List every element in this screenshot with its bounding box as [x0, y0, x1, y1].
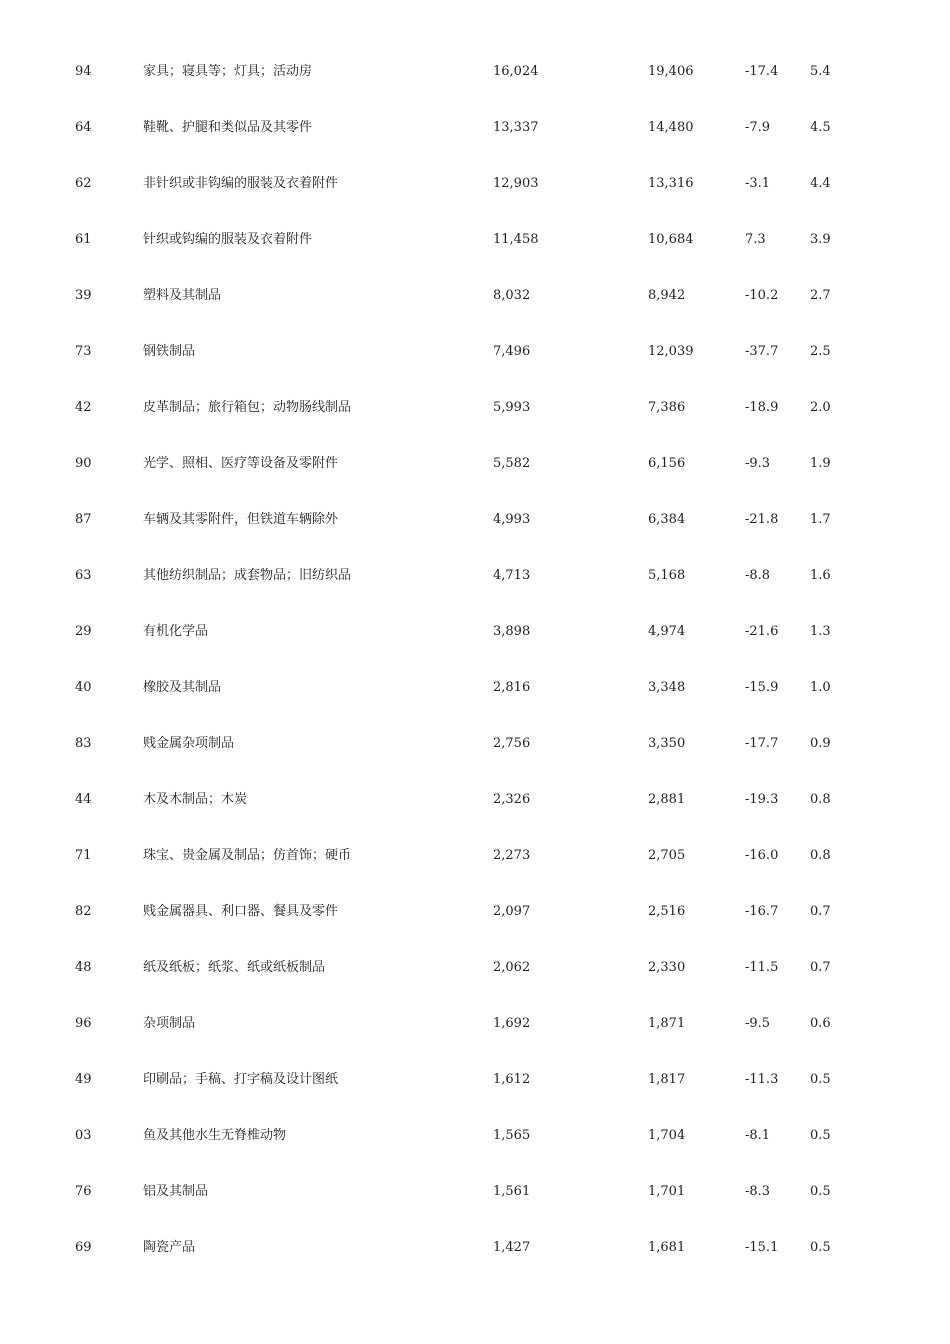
table-row	[0, 548, 950, 604]
current-value: 1,692	[493, 1016, 531, 1031]
commodity-name: 橡胶及其制品	[143, 680, 222, 695]
table-row	[0, 1108, 950, 1164]
commodity-name: 珠宝、贵金属及制品；仿首饰；硬币	[143, 848, 352, 863]
table-row	[0, 1220, 950, 1276]
previous-value: 5,168	[648, 568, 686, 583]
change-percent: -37.7	[745, 344, 779, 359]
commodity-name: 铝及其制品	[143, 1184, 209, 1199]
table-row	[0, 828, 950, 884]
hs-code: 82	[75, 904, 92, 919]
current-value: 4,713	[493, 568, 531, 583]
table-row	[0, 884, 950, 940]
commodity-name: 纸及纸板；纸浆、纸或纸板制品	[143, 960, 326, 975]
current-value: 12,903	[493, 176, 539, 191]
previous-value: 2,881	[648, 792, 686, 807]
previous-value: 1,704	[648, 1128, 686, 1143]
change-percent: -9.5	[745, 1016, 771, 1031]
current-value: 16,024	[493, 64, 539, 79]
previous-value: 13,316	[648, 176, 694, 191]
share-percent: 2.0	[810, 400, 831, 415]
current-value: 4,993	[493, 512, 531, 527]
current-value: 2,097	[493, 904, 531, 919]
current-value: 2,326	[493, 792, 531, 807]
share-percent: 1.3	[810, 624, 831, 639]
change-percent: -8.3	[745, 1184, 771, 1199]
previous-value: 8,942	[648, 288, 686, 303]
hs-code: 44	[75, 792, 92, 807]
current-value: 7,496	[493, 344, 531, 359]
current-value: 1,612	[493, 1072, 531, 1087]
current-value: 2,816	[493, 680, 531, 695]
table-row	[0, 100, 950, 156]
commodity-name: 木及木制品；木炭	[143, 792, 248, 807]
previous-value: 1,871	[648, 1016, 686, 1031]
change-percent: -19.3	[745, 792, 779, 807]
current-value: 11,458	[493, 232, 539, 247]
share-percent: 1.9	[810, 456, 831, 471]
hs-code: 90	[75, 456, 92, 471]
commodity-name: 贱金属器具、利口器、餐具及零件	[143, 904, 339, 919]
current-value: 8,032	[493, 288, 531, 303]
table-row	[0, 772, 950, 828]
table-row	[0, 268, 950, 324]
share-percent: 2.5	[810, 344, 831, 359]
hs-code: 87	[75, 512, 92, 527]
hs-code: 73	[75, 344, 92, 359]
change-percent: -9.3	[745, 456, 771, 471]
previous-value: 7,386	[648, 400, 686, 415]
share-percent: 4.4	[810, 176, 831, 191]
hs-code: 96	[75, 1016, 92, 1031]
change-percent: -17.4	[745, 64, 779, 79]
share-percent: 0.8	[810, 792, 831, 807]
table-row	[0, 1164, 950, 1220]
previous-value: 19,406	[648, 64, 694, 79]
current-value: 2,273	[493, 848, 531, 863]
table-row	[0, 324, 950, 380]
table-row	[0, 1052, 950, 1108]
previous-value: 2,516	[648, 904, 686, 919]
table-row	[0, 436, 950, 492]
hs-code: 83	[75, 736, 92, 751]
hs-code: 29	[75, 624, 92, 639]
table-row	[0, 212, 950, 268]
change-percent: -7.9	[745, 120, 771, 135]
previous-value: 2,330	[648, 960, 686, 975]
previous-value: 10,684	[648, 232, 694, 247]
current-value: 1,561	[493, 1184, 531, 1199]
commodity-name: 杂项制品	[143, 1016, 196, 1031]
share-percent: 1.6	[810, 568, 831, 583]
hs-code: 49	[75, 1072, 92, 1087]
table-row	[0, 44, 950, 100]
hs-code: 64	[75, 120, 92, 135]
current-value: 1,565	[493, 1128, 531, 1143]
hs-code: 94	[75, 64, 92, 79]
hs-code: 39	[75, 288, 92, 303]
change-percent: -8.8	[745, 568, 771, 583]
share-percent: 2.7	[810, 288, 831, 303]
share-percent: 0.5	[810, 1072, 831, 1087]
commodity-name: 塑料及其制品	[143, 288, 222, 303]
change-percent: -21.6	[745, 624, 779, 639]
commodity-name: 非针织或非钩编的服装及衣着附件	[143, 176, 339, 191]
change-percent: -18.9	[745, 400, 779, 415]
share-percent: 0.5	[810, 1184, 831, 1199]
change-percent: -17.7	[745, 736, 779, 751]
change-percent: -16.0	[745, 848, 779, 863]
commodity-name: 家具；寝具等；灯具；活动房	[143, 64, 313, 79]
commodity-name: 车辆及其零附件，但铁道车辆除外	[143, 512, 339, 527]
commodity-name: 印刷品；手稿、打字稿及设计图纸	[143, 1072, 339, 1087]
commodity-name: 陶瓷产品	[143, 1240, 196, 1255]
change-percent: -3.1	[745, 176, 771, 191]
commodity-name: 鱼及其他水生无脊椎动物	[143, 1128, 287, 1143]
current-value: 2,756	[493, 736, 531, 751]
previous-value: 2,705	[648, 848, 686, 863]
table-row	[0, 492, 950, 548]
previous-value: 6,384	[648, 512, 686, 527]
share-percent: 5.4	[810, 64, 831, 79]
share-percent: 1.0	[810, 680, 831, 695]
share-percent: 0.5	[810, 1240, 831, 1255]
hs-code: 76	[75, 1184, 92, 1199]
change-percent: -10.2	[745, 288, 779, 303]
change-percent: 7.3	[745, 232, 766, 247]
table-row	[0, 660, 950, 716]
change-percent: -16.7	[745, 904, 779, 919]
share-percent: 0.5	[810, 1128, 831, 1143]
previous-value: 14,480	[648, 120, 694, 135]
current-value: 2,062	[493, 960, 531, 975]
table-row	[0, 604, 950, 660]
share-percent: 0.7	[810, 904, 831, 919]
commodity-name: 有机化学品	[143, 624, 209, 639]
change-percent: -8.1	[745, 1128, 771, 1143]
hs-code: 42	[75, 400, 92, 415]
change-percent: -15.1	[745, 1240, 779, 1255]
share-percent: 4.5	[810, 120, 831, 135]
hs-code: 48	[75, 960, 92, 975]
commodity-name: 针织或钩编的服装及衣着附件	[143, 232, 313, 247]
commodity-name: 光学、照相、医疗等设备及零附件	[143, 456, 339, 471]
hs-code: 40	[75, 680, 92, 695]
previous-value: 12,039	[648, 344, 694, 359]
current-value: 5,993	[493, 400, 531, 415]
previous-value: 1,681	[648, 1240, 686, 1255]
previous-value: 4,974	[648, 624, 686, 639]
commodity-name: 钢铁制品	[143, 344, 196, 359]
change-percent: -11.5	[745, 960, 779, 975]
table-row	[0, 716, 950, 772]
commodity-table	[0, 44, 950, 1276]
hs-code: 62	[75, 176, 92, 191]
previous-value: 6,156	[648, 456, 686, 471]
share-percent: 3.9	[810, 232, 831, 247]
hs-code: 61	[75, 232, 92, 247]
previous-value: 3,350	[648, 736, 686, 751]
change-percent: -21.8	[745, 512, 779, 527]
hs-code: 63	[75, 568, 92, 583]
hs-code: 69	[75, 1240, 92, 1255]
table-row	[0, 156, 950, 212]
share-percent: 0.9	[810, 736, 831, 751]
current-value: 5,582	[493, 456, 531, 471]
commodity-name: 鞋靴、护腿和类似品及其零件	[143, 120, 313, 135]
current-value: 3,898	[493, 624, 531, 639]
previous-value: 1,701	[648, 1184, 686, 1199]
share-percent: 0.7	[810, 960, 831, 975]
share-percent: 1.7	[810, 512, 831, 527]
change-percent: -15.9	[745, 680, 779, 695]
current-value: 13,337	[493, 120, 539, 135]
share-percent: 0.8	[810, 848, 831, 863]
commodity-name: 其他纺织制品；成套物品；旧纺织品	[143, 568, 352, 583]
share-percent: 0.6	[810, 1016, 831, 1031]
table-row	[0, 996, 950, 1052]
change-percent: -11.3	[745, 1072, 779, 1087]
table-row	[0, 380, 950, 436]
commodity-name: 贱金属杂项制品	[143, 736, 235, 751]
current-value: 1,427	[493, 1240, 531, 1255]
table-row	[0, 940, 950, 996]
commodity-name: 皮革制品；旅行箱包；动物肠线制品	[143, 400, 352, 415]
hs-code: 03	[75, 1128, 92, 1143]
previous-value: 3,348	[648, 680, 686, 695]
hs-code: 71	[75, 848, 92, 863]
previous-value: 1,817	[648, 1072, 686, 1087]
